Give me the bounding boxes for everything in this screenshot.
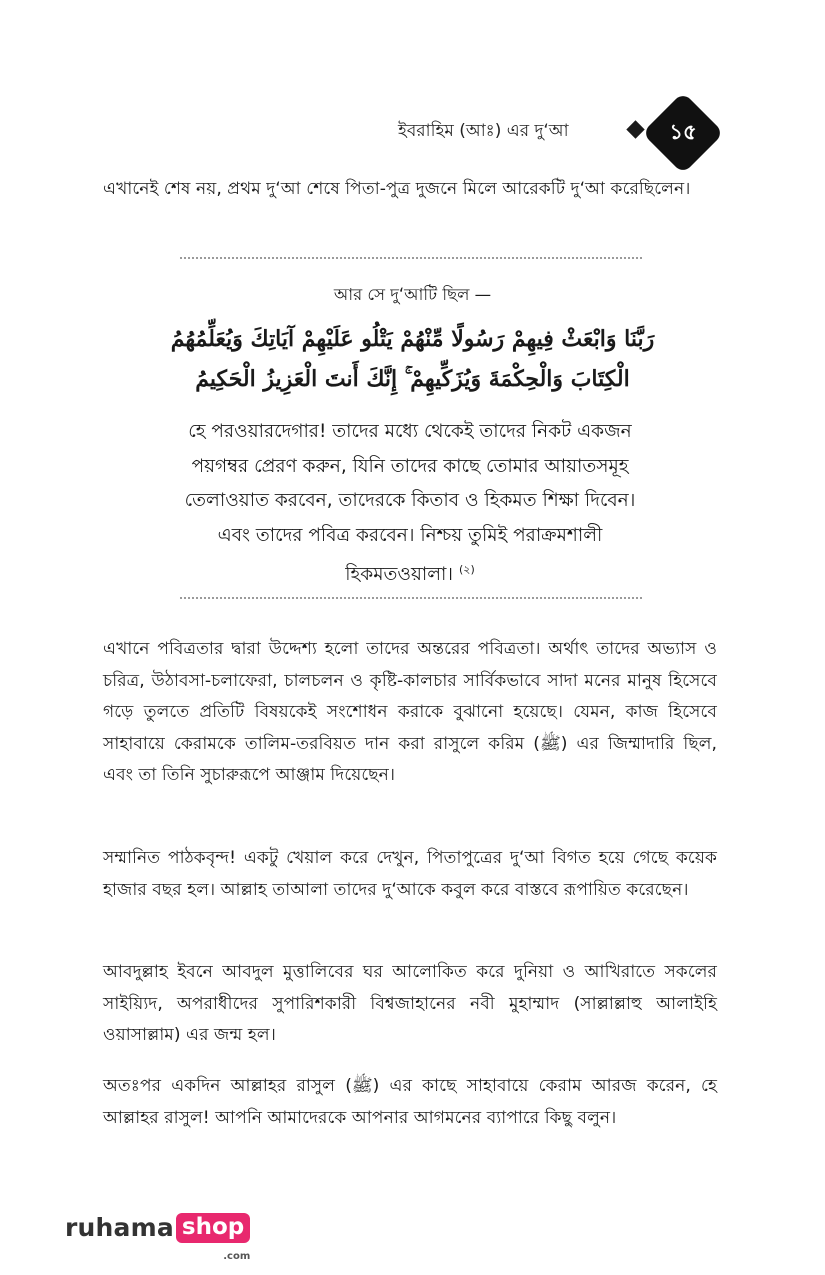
logo-brand-text: ruhama <box>65 1213 174 1242</box>
running-header-title: ইবরাহিম (আঃ) এর দু‘আ <box>398 121 569 141</box>
paragraph-purification: এখানে পবিত্রতার দ্বারা উদ্দেশ্য হলো তাদের অন্তরের পবিত্রতা। অর্থাৎ তাদের অভ্যাস ও চরিত্র, উঠাবসা-চলাফেরা, চালচলন ও কৃষ্টি-কালচার সার্বিকভাবে সাদা মনের মানুষ হিসেবে গড়ে তুলতে প্রতিটি বিষয়কেই সংশোধন করাকে বুঝানো হয়েছে। যেমন, কাজ হিসেবে সাহাবায়ে কেরামকে তালিম-তরবিয়ত দান করা রাসুলে করিম (ﷺ) এর জিম্মাদারি ছিল, এবং তা তিনি সুচারুরূপে আঞ্জাম দিয়েছেন। <box>103 639 718 785</box>
footnote-marker: (২) <box>459 563 475 576</box>
paragraph-intro: এখানেই শেষ নয়, প্রথম দু‘আ শেষে পিতা-পুত্র দুজনে মিলে আরেকটি দু‘আ করেছিলেন। <box>103 179 691 199</box>
paragraph-readers: সম্মানিত পাঠকবৃন্দ! একটু খেয়াল করে দেখুন, পিতাপুত্রের দু‘আ বিগত হয়ে গেছে কয়েক হাজার বছর হল। আল্লাহ তাআলা তাদের দু‘আকে কবুল করে বাস্তবে রূপায়িত করেছেন। <box>103 848 717 900</box>
verse-translation-text: হে পরওয়ারদেগার! তাদের মধ্যে থেকেই তাদের নিকট একজন পয়গম্বর প্রেরণ করুন, যিনি তাদের কাছে তোমার আয়াতসমূহ তেলাওয়াত করবেন, তাদেরকে কিতাব ও হিকমত শিক্ষা দিবেন। এবং তাদের পবিত্র করবেন। নিশ্চয় তুমিই পরাক্রমশালী হিকমতওয়ালা। <box>184 421 636 586</box>
dotted-divider-top <box>180 257 642 259</box>
logo-shop-text: shop <box>181 1214 245 1240</box>
logo-shop-box <box>176 1213 251 1262</box>
paragraph-birth: আবদুল্লাহ ইবনে আবদুল মুত্তালিবের ঘর আলোকিত করে দুনিয়া ও আখিরাতে সকলের সাইয়্যিদ, অপরাধীদের সুপারিশকারী বিশ্বজাহানের নবী মুহাম্মাদ (সাল্লাল্লাহু আলাইহি ওয়াসাল্লাম) এর জন্ম হল। <box>103 962 717 1045</box>
logo-domain-text: .com <box>223 1251 251 1262</box>
page-number: ১৫ <box>669 119 697 144</box>
quote-intro: আর সে দু‘আটি ছিল — <box>333 285 492 304</box>
dotted-divider-bottom <box>180 597 642 599</box>
ruhamashop-logo <box>65 1213 251 1262</box>
arabic-verse-line-2: الْكِتَابَ وَالْحِكْمَةَ وَيُزَكِّيهِمْ ۚ إِنَّكَ أَنتَ الْعَزِيزُ الْحَكِيمُ <box>195 366 630 392</box>
verse-translation <box>175 415 645 593</box>
arabic-verse-line-1: رَبَّنَا وَابْعَثْ فِيهِمْ رَسُولًا مِّنْهُمْ يَتْلُو عَلَيْهِمْ آيَاتِكَ وَيُعَلِّمُهُمُ <box>170 326 655 352</box>
paragraph-request: অতঃপর একদিন আল্লাহর রাসুল (ﷺ) এর কাছে সাহাবায়ে কেরাম আরজ করেন, হে আল্লাহর রাসুল! আপনি আমাদেরকে আপনার আগমনের ব্যাপারে কিছু বলুন। <box>103 1076 717 1128</box>
header-diamond-icon <box>626 120 644 138</box>
